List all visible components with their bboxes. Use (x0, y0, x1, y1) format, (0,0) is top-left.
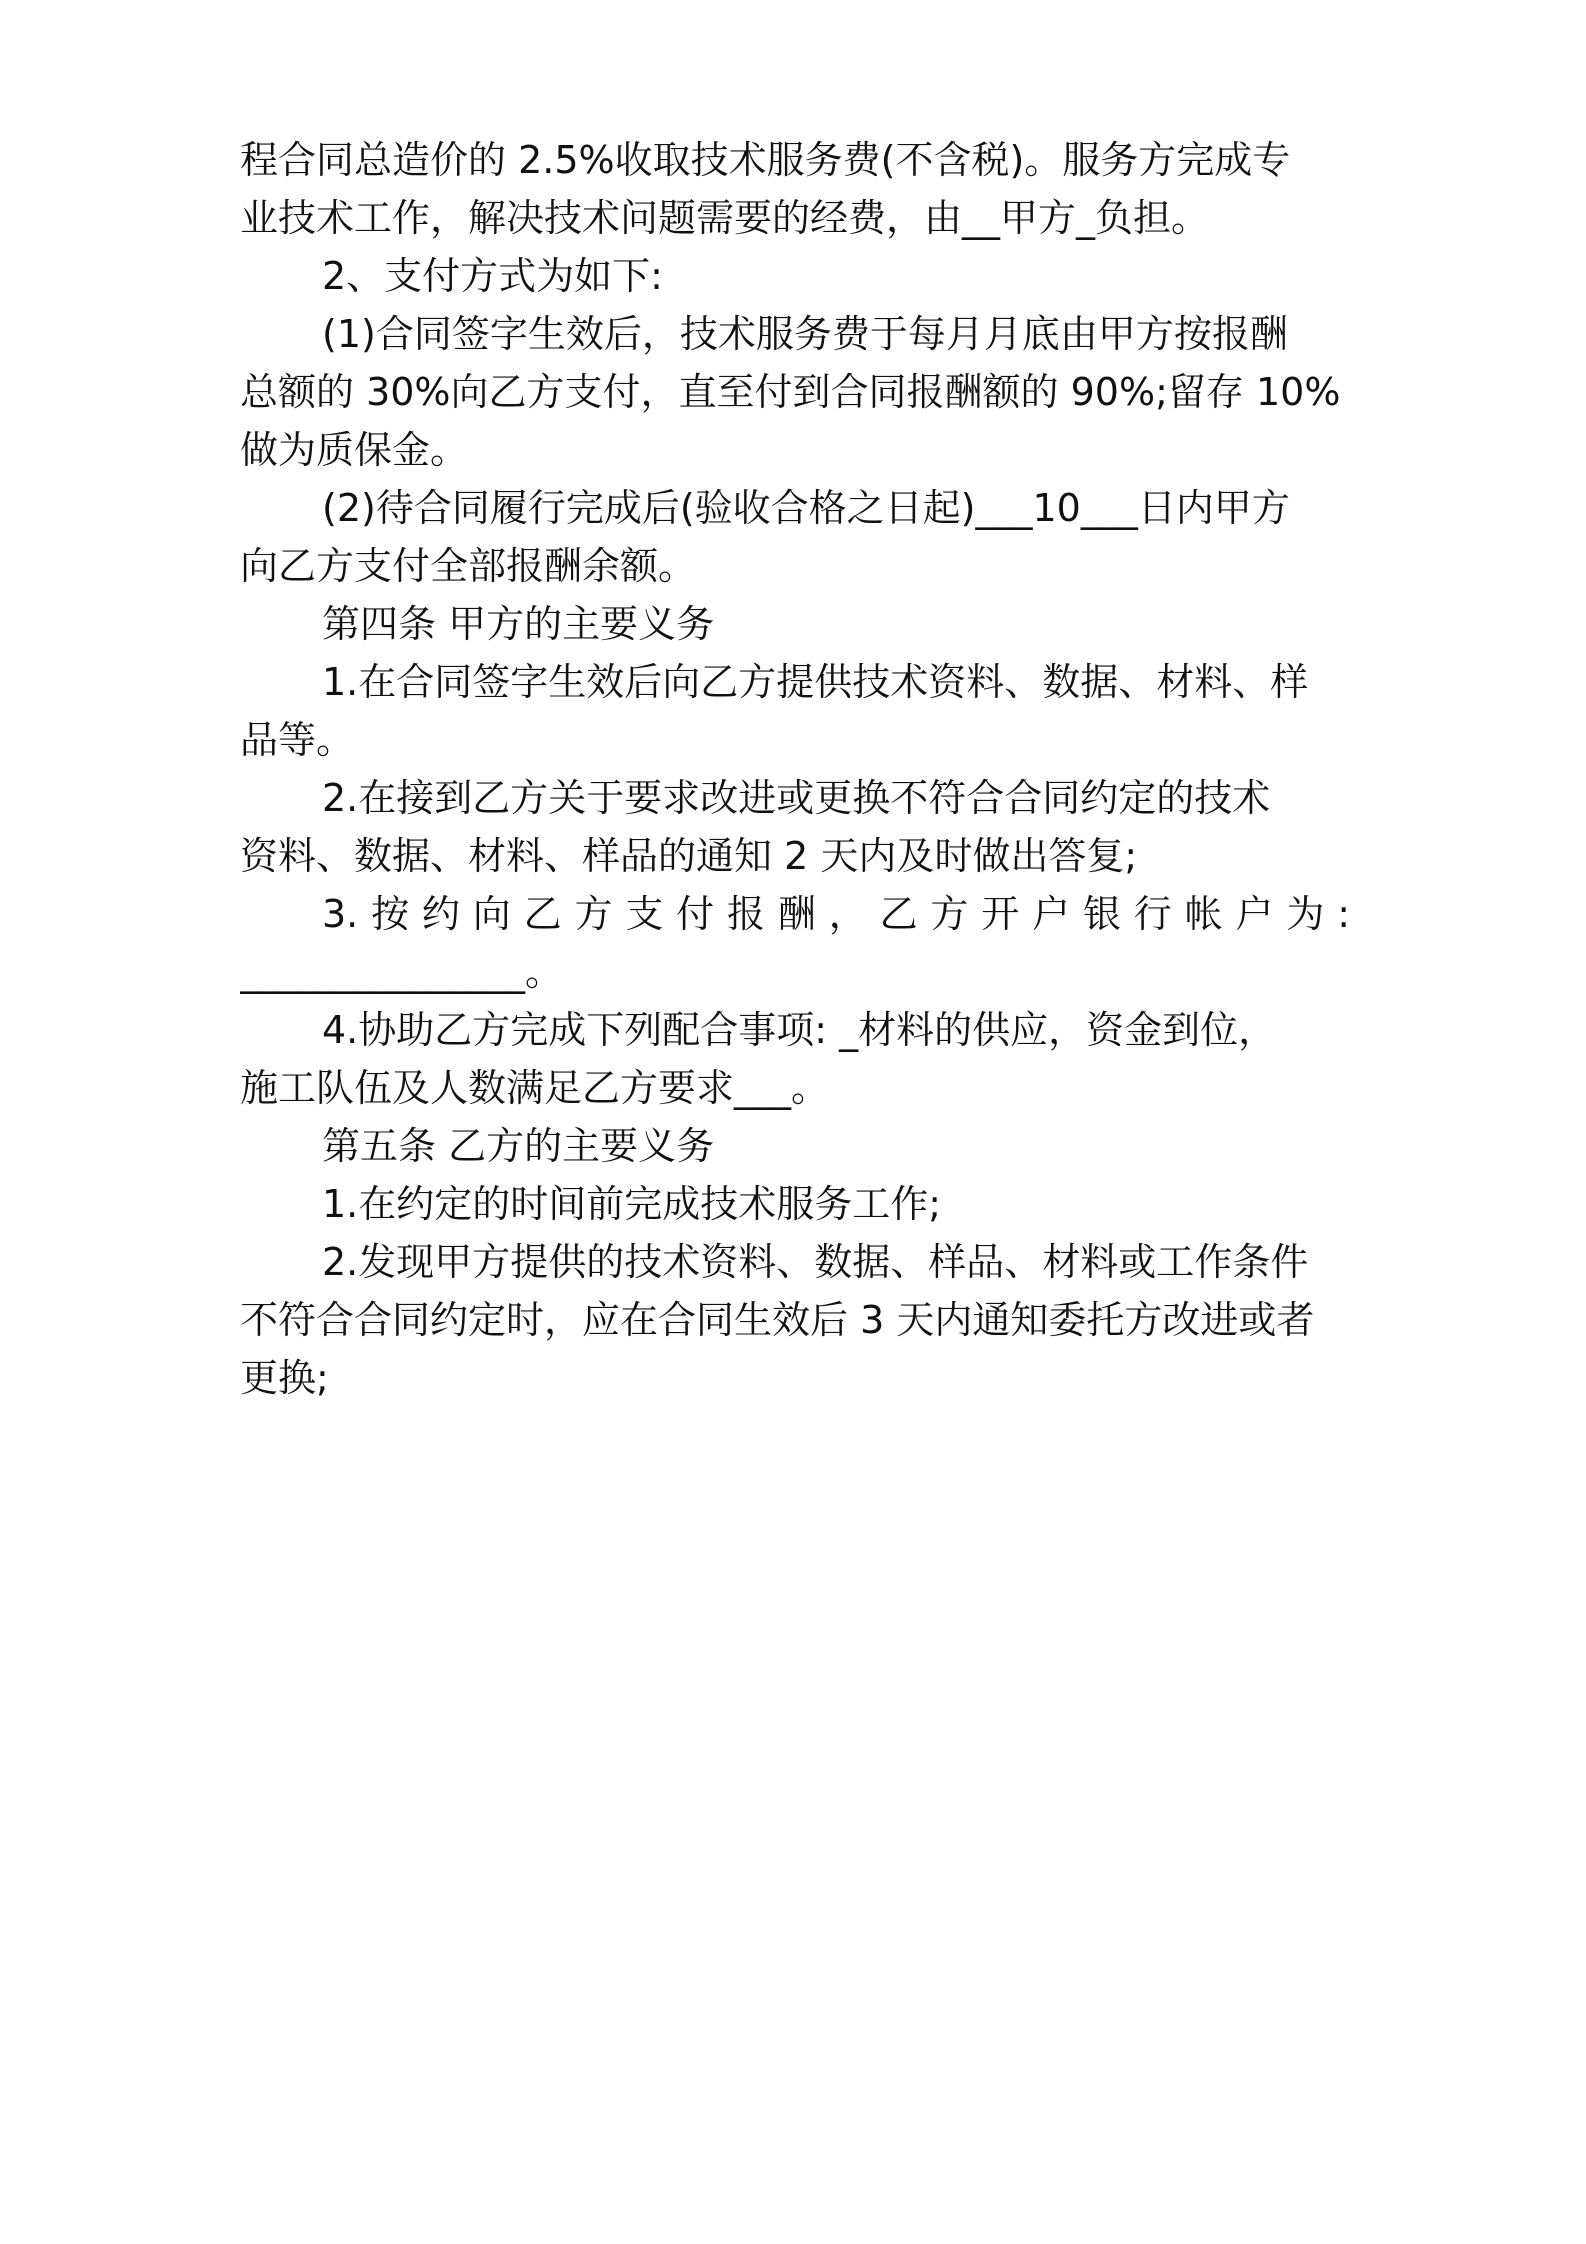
payment-item-2-line-1: (2)待合同履行完成后(验收合格之日起)___10___日内甲方 (322, 486, 1290, 530)
article-4-item-1-line-2: 品等。 (240, 718, 355, 762)
article-4-item-3-line-1: 3.按约向乙方支付报酬，乙方开户银行帐户为: (322, 892, 1350, 936)
article-5-item-2-line-1: 2.发现甲方提供的技术资料、数据、样品、材料或工作条件 (322, 1240, 1309, 1284)
article-4-item-4-line-2: 施工队伍及人数满足乙方要求___。 (240, 1066, 830, 1110)
payment-item-1-line-2: 总额的 30%向乙方支付，直至付到合同报酬额的 90%;留存 10% (240, 370, 1341, 414)
paragraph-fee-line-2: 业技术工作，解决技术问题需要的经费，由__甲方_负担。 (240, 196, 1210, 240)
article-5-item-2-line-2: 不符合合同约定时，应在合同生效后 3 天内通知委托方改进或者 (240, 1298, 1315, 1342)
article-4-item-4-line-1: 4.协助乙方完成下列配合事项: _材料的供应，资金到位， (322, 1008, 1277, 1052)
payment-item-1-line-1: (1)合同签字生效后，技术服务费于每月月底由甲方按报酬 (322, 312, 1288, 356)
article-4-item-1-line-1: 1.在合同签字生效后向乙方提供技术资料、数据、材料、样 (322, 660, 1309, 704)
article-4-item-2-line-2: 资料、数据、材料、样品的通知 2 天内及时做出答复; (240, 834, 1138, 878)
article-4-item-2-line-1: 2.在接到乙方关于要求改进或更换不符合合同约定的技术 (322, 776, 1271, 820)
article-4-item-3-line-2: _______________。 (240, 950, 564, 994)
article-4-heading: 第四条 甲方的主要义务 (322, 602, 715, 646)
payment-item-2-line-2: 向乙方支付全部报酬余额。 (240, 544, 697, 588)
payment-item-1-line-3: 做为质保金。 (240, 428, 469, 472)
article-5-heading: 第五条 乙方的主要义务 (322, 1124, 715, 1168)
payment-method-heading: 2、支付方式为如下: (322, 254, 663, 298)
paragraph-fee-line-1: 程合同总造价的 2.5%收取技术服务费(不含税)。服务方完成专 (240, 138, 1291, 182)
article-5-item-2-line-3: 更换; (240, 1356, 329, 1400)
article-5-item-1: 1.在约定的时间前完成技术服务工作; (322, 1182, 942, 1226)
